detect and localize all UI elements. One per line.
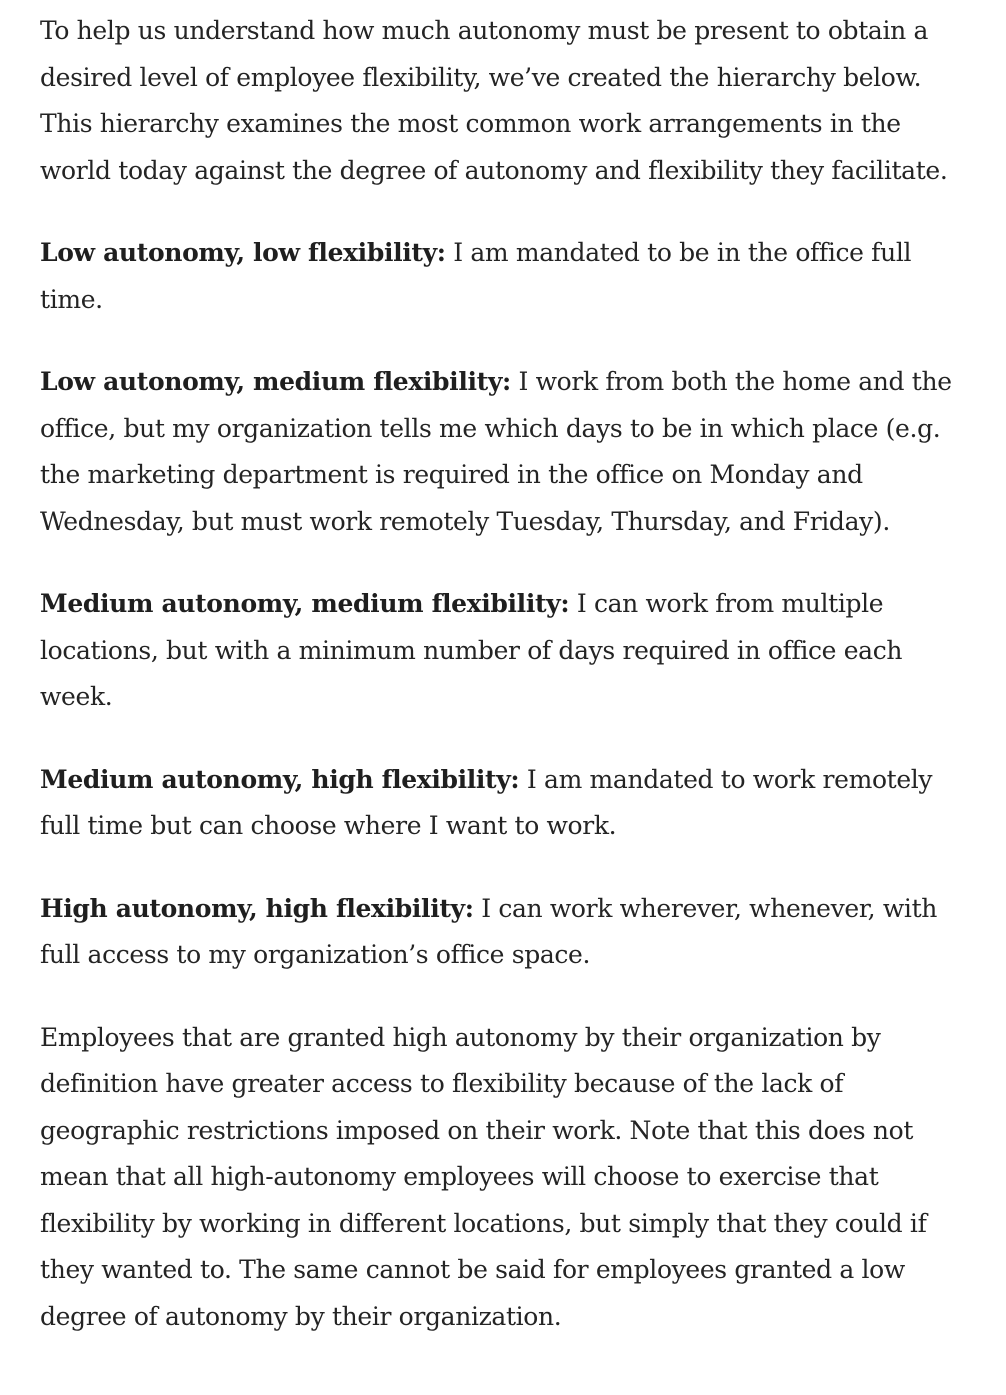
level-description: I am mandated to be in the office full time. [40,238,912,314]
hierarchy-level-5 [40,886,962,979]
level-description: I am mandated to work remotely full time but can choose where I want to work. [40,764,933,840]
level-description: I can work from multiple locations, but with a minimum number of days required in office each week. [40,589,903,711]
level-description: I can work wherever, whenever, with full access to my organization’s office space. [40,893,938,969]
level-label: Medium autonomy, high flexibility: [40,764,520,794]
hierarchy-level-4 [40,757,962,850]
hierarchy-level-3 [40,581,962,721]
hierarchy-level-2 [40,359,962,545]
conclusion-paragraph: Employees that are granted high autonomy by their organization by definition have greater access to flexibility because of the lack of geographic restrictions imposed on their work. Note that this does not mean that all high-autonomy employees will choose to exercise that flexibility by working in different locations, but simply that they could if they wanted to. The same cannot be said for employees granted a low degree of autonomy by their organization. [40,1022,927,1331]
level-description: I work from both the home and the office, but my organization tells me which days to be in which place (e.g. the marketing department is required in the office on Monday and Wednesday, but must work remotely Tuesday, Thursday, and Friday). [40,367,952,536]
level-label: Low autonomy, low flexibility: [40,238,446,267]
level-label: Medium autonomy, medium flexibility: [40,589,570,618]
level-label: Low autonomy, medium flexibility: [40,367,511,396]
hierarchy-level-1 [40,230,962,323]
article-body [40,8,962,1340]
level-label: High autonomy, high flexibility: [40,893,474,923]
intro-paragraph: To help us understand how much autonomy must be present to obtain a desired level of employee flexibility, we’ve created the hierarchy below. This hierarchy examines the most common work arrangements in the world today against the degree of autonomy and flexibility they facilitate. [40,16,948,185]
